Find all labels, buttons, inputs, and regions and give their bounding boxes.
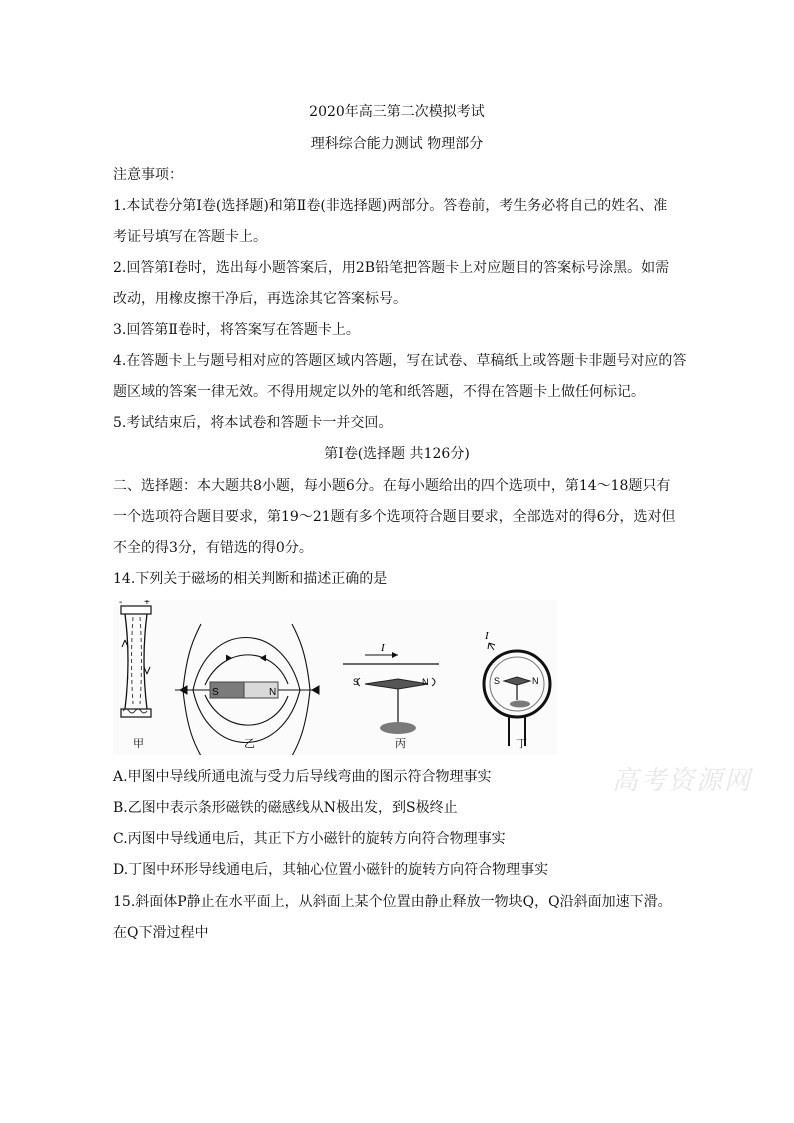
note-item-1-line-1: 1.本试卷分第Ⅰ卷(选择题)和第Ⅱ卷(非选择题)两部分。答卷前，考生务必将自己的姓名、准 [113, 198, 668, 214]
note-item-5: 5.考试结束后，将本试卷和答题卡一并交回。 [113, 415, 393, 431]
dashed-field-guides [132, 617, 142, 704]
compass-base-d [510, 701, 530, 708]
note-item-2-line-2: 改动，用橡皮擦干净后，再选涂其它答案标号。 [113, 291, 407, 307]
magnetic-field-diagrams [113, 600, 557, 755]
section-intro-line-2: 一个选项符合题目要求，第19～21题有多个选项符合题目要求，全部选对的得6分，选对但 [113, 509, 676, 525]
figure-label-d: 丁 [516, 737, 527, 750]
question-14-option-b: B.乙图中表示条形磁铁的磁感线从N极出发，到S极终止 [113, 800, 458, 816]
current-label-c: I [381, 642, 385, 654]
question-14-option-a: A.甲图中导线所通电流与受力后导线弯曲的图示符合物理事实 [113, 769, 492, 785]
exam-subtitle: 理科综合能力测试 物理部分 [310, 136, 484, 152]
current-label-d: I [485, 630, 489, 642]
watermark-text: 高考资源网 [612, 766, 753, 796]
figure-label-a: 甲 [133, 737, 144, 750]
figure-a-plus-sign: + [144, 600, 150, 608]
figure-a-parallel-wires [119, 600, 151, 717]
needle-n-label-c: N [422, 677, 429, 687]
question-14-figure [113, 600, 557, 755]
figure-d-ring-current [484, 630, 550, 746]
field-line-top-inner [205, 655, 288, 685]
note-item-4-line-1: 4.在答题卡上与题号相对应的答题区域内答题，写在试卷、草稿纸上或答题卡非题号对应的答 [113, 353, 687, 369]
current-direction-arrowhead [392, 652, 398, 658]
question-14-option-c: C.丙图中导线通电后，其正下方小磁针的旋转方向符合物理事实 [113, 831, 506, 847]
question-14-stem: 14.下列关于磁场的相关判断和描述正确的是 [113, 571, 388, 587]
note-item-1-line-2: 考证号填写在答题卡上。 [113, 229, 267, 245]
compass-needle-c [365, 679, 428, 689]
figure-label-c: 丙 [395, 737, 406, 750]
note-item-2-line-1: 2.回答第Ⅰ卷时，选出每小题答案后，用2B铅笔把答题卡上对应题目的答案标号涂黑。如需 [113, 260, 670, 276]
needle-s-label-c: S [353, 677, 360, 687]
exam-title: 2020年高三第二次模拟考试 [309, 104, 485, 120]
figure-c-straight-wire [343, 642, 439, 734]
question-14-option-d: D.丁图中环形导线通电后，其轴心位置小磁针的旋转方向符合物理事实 [113, 862, 549, 878]
needle-s-label-d: S [494, 676, 501, 686]
magnet-s-label: S [212, 687, 219, 698]
right-wire [144, 614, 147, 709]
question-15-line-1: 15.斜面体P静止在水平面上，从斜面上某个位置由静止释放一物块Q，Q沿斜面加速下滑。 [113, 894, 672, 910]
figure-b-bar-magnet [175, 624, 319, 755]
figure-a-minus-sign: - [119, 600, 123, 608]
compass-needle-d [504, 677, 530, 685]
notes-heading: 注意事项： [113, 167, 183, 183]
current-arrows [122, 640, 150, 674]
left-wire [125, 614, 128, 709]
section-intro-line-1: 二、选择题：本大题共8小题，每小题6分。在每小题给出的四个选项中，第14～18题只有 [113, 478, 671, 494]
section-title: 第Ⅰ卷(选择题 共126分) [324, 446, 470, 462]
note-item-3: 3.回答第Ⅱ卷时，将答案写在答题卡上。 [113, 322, 360, 338]
section-intro-line-3: 不全的得3分，有错选的得0分。 [113, 540, 313, 556]
question-15-line-2: 在Q下滑过程中 [113, 925, 209, 941]
field-line-bottom-inner [205, 695, 288, 725]
figure-label-b: 乙 [244, 737, 255, 750]
needle-n-label-d: N [532, 676, 539, 686]
compass-base-c [380, 722, 416, 734]
note-item-4-line-2: 题区域的答案一律无效。不得用规定以外的笔和纸答题，不得在答题卡上做任何标记。 [113, 384, 645, 400]
magnet-n-label: N [269, 687, 277, 698]
ring-current-arrow [488, 643, 495, 650]
